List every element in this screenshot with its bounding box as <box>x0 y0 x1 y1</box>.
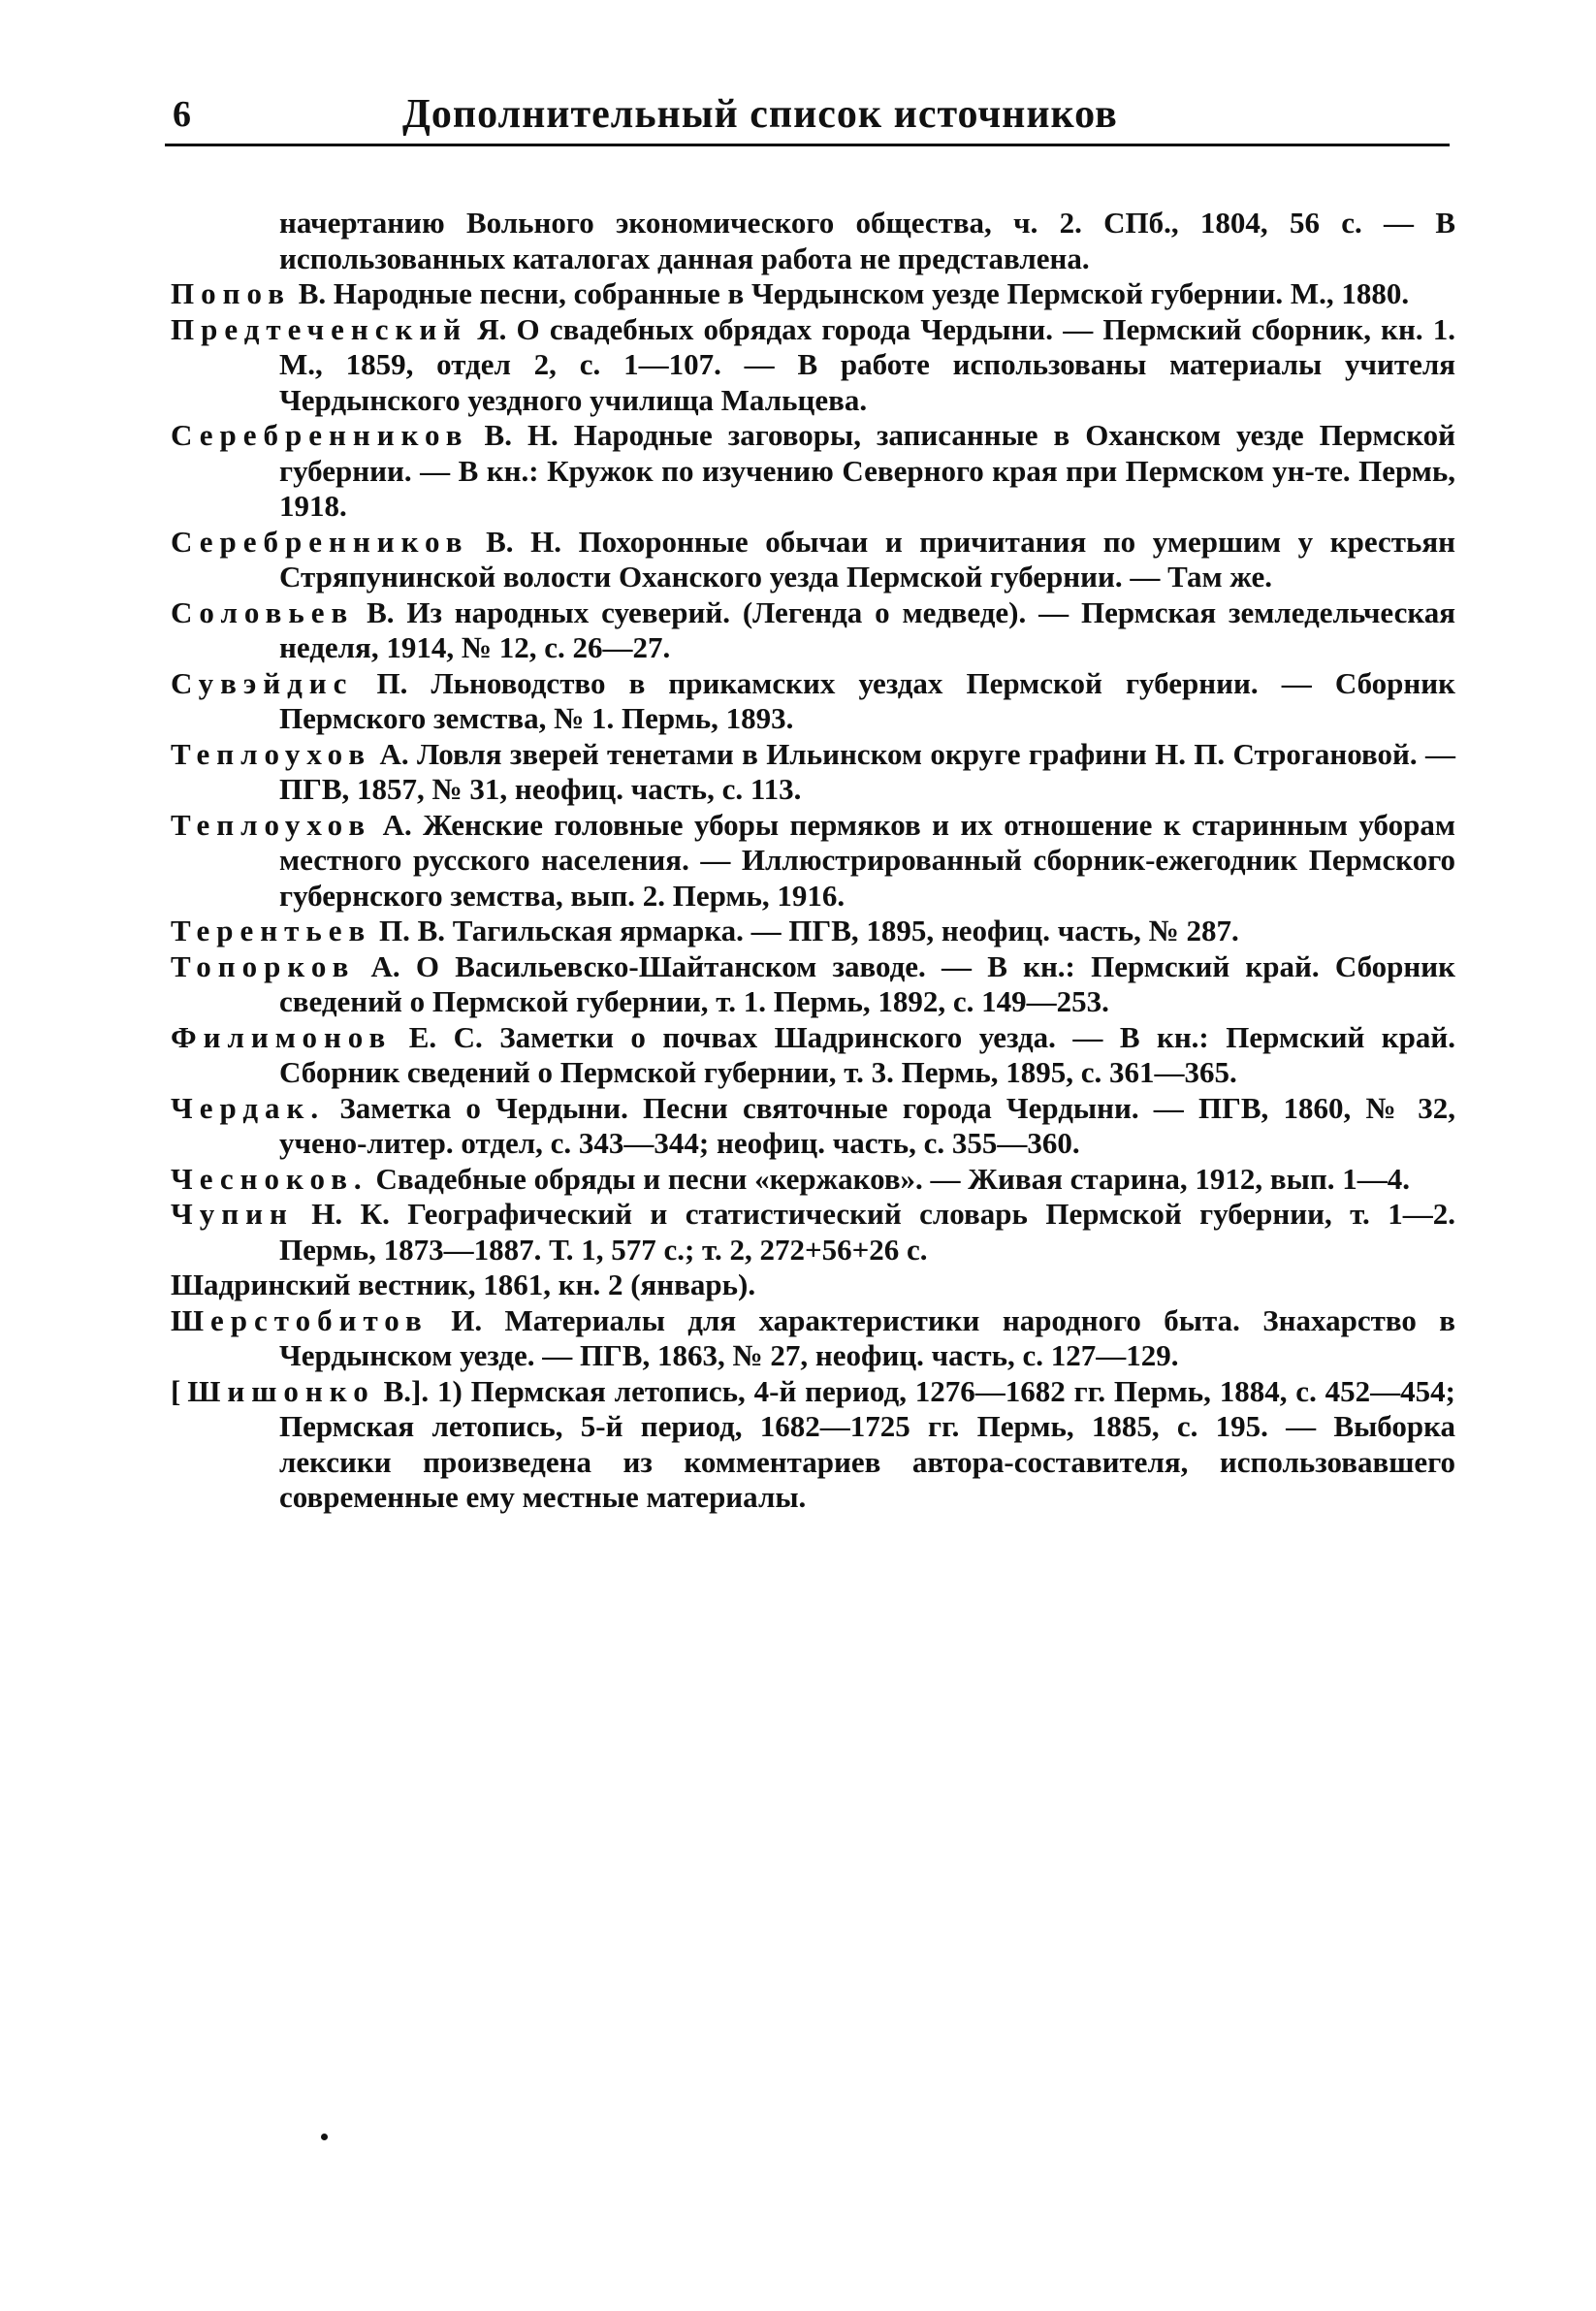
header-rule <box>165 144 1450 146</box>
entry-author: Теплоухов <box>171 736 372 771</box>
print-speck <box>321 2134 328 2140</box>
entry-text: В. Н. Народные заговоры, записанные в Оханском уезде Пермской губернии. — В кн.: Кружок по изучению Северного края при Пермском ун-те. Пермь, 1918. <box>279 418 1456 523</box>
entry-text: А. Ловля зверей тенетами в Ильинском округе графини Н. П. Строгановой. — ПГВ, 1857, № 31, неофиц. часть, с. 113. <box>279 736 1455 806</box>
bibliography-entry <box>171 914 1455 949</box>
entry-author: Серебренников <box>171 524 469 559</box>
entry-text: Шадринский вестник, 1861, кн. 2 (январь). <box>171 1268 756 1301</box>
page-number: 6 <box>173 94 191 135</box>
entry-author: Шерстобитов <box>171 1302 429 1337</box>
bibliography-entry <box>171 808 1455 915</box>
entry-author: Топорков <box>171 948 356 983</box>
bibliography-entry <box>171 1303 1455 1374</box>
entry-author: Чупин <box>171 1197 294 1231</box>
entry-text: Я. О свадебных обрядах города Чердыни. — Пермский сборник, кн. 1. М., 1859, отдел 2, с. 1—107. — В работе использованы материалы учителя Чердынского уездного училища Мальцева. <box>279 311 1455 417</box>
bibliography-entry <box>171 206 1455 276</box>
entry-text: Заметка о Чердыни. Песни святочные города Чердыни. — ПГВ, 1860, № 32, учено-литер. отдел, с. 343—344; неофиц. часть, с. 355—360. <box>279 1090 1456 1160</box>
entry-text: А. Женские головные уборы пермяков и их отношение к старинным уборам местного русского населения. — Иллюстрированный сборник-ежегодник Пермского губернского земства, вып. 2. Пермь, 1916. <box>279 807 1456 913</box>
bibliography-entry <box>171 1374 1455 1516</box>
entry-text: В.]. 1) Пермская летопись, 4-й период, 1276—1682 гг. Пермь, 1884, с. 452—454; Пермская летопись, 5-й период, 1682—1725 гг. Пермь, 1885, с. 195. — Выборка лексики произведена из комментариев автора-составителя, использовавшего современные ему местные материалы. <box>279 1373 1456 1514</box>
entry-author: Серебренников <box>171 418 469 452</box>
bibliography-entry <box>171 666 1455 737</box>
bibliography-entry <box>171 1162 1455 1198</box>
bibliography-entry <box>171 1020 1455 1091</box>
entry-author: Терентьев <box>171 914 372 947</box>
entry-text: И. Материалы для характеристики народного быта. Знахарство в Чердынском уезде. — ПГВ, 1863, № 27, неофиц. часть, с. 127—129. <box>279 1302 1456 1372</box>
entry-author: Предтеченский <box>171 311 468 346</box>
entry-author: Филимонов <box>171 1019 393 1054</box>
bibliography-entry <box>171 737 1455 808</box>
bibliography-entry <box>171 949 1455 1020</box>
entry-author: Попов <box>171 276 291 310</box>
entry-author: Чердак. <box>171 1090 326 1125</box>
bibliography-entry <box>171 276 1455 312</box>
entry-text: В. Народные песни, собранные в Чердынском уезде Пермской губернии. М., 1880. <box>298 276 1410 310</box>
bibliography-entry <box>171 1197 1455 1268</box>
bibliography-entry <box>171 312 1455 419</box>
entry-text: В. Н. Похоронные обычаи и причитания по умершим у крестьян Стряпунинской волости Оханского уезда Пермской губернии. — Там же. <box>279 524 1456 594</box>
bibliography-entry <box>171 418 1455 525</box>
bibliography-entry <box>171 525 1455 595</box>
page-header <box>165 85 1464 153</box>
entry-text: П. В. Тагильская ярмарка. — ПГВ, 1895, неофиц. часть, № 287. <box>379 914 1239 947</box>
bibliography-entry <box>171 1091 1455 1162</box>
entry-text: Е. С. Заметки о почвах Шадринского уезда. — В кн.: Пермский край. Сборник сведений о Пермской губернии, т. 3. Пермь, 1895, с. 361—365. <box>279 1019 1455 1089</box>
bibliography-entry <box>171 595 1455 666</box>
bibliography-list <box>171 206 1455 1516</box>
entry-text: А. О Васильевско-Шайтанском заводе. — В кн.: Пермский край. Сборник сведений о Пермской губернии, т. 1. Пермь, 1892, с. 149—253. <box>279 948 1455 1018</box>
entry-text: Свадебные обряды и песни «кержаков». — Живая старина, 1912, вып. 1—4. <box>375 1161 1410 1196</box>
bibliography-entry <box>171 1268 1455 1303</box>
entry-text: П. Льноводство в прикамских уездах Пермской губернии. — Сборник Пермского земства, № 1. Пермь, 1893. <box>279 665 1455 735</box>
entry-author: Чесноков. <box>171 1161 368 1196</box>
entry-author: Соловьев <box>171 594 355 629</box>
entry-text: В. Из народных суеверий. (Легенда о медведе). — Пермская земледельческая неделя, 1914, № 12, с. 26—27. <box>279 594 1455 664</box>
entry-text: начертанию Вольного экономического общества, ч. 2. СПб., 1804, 56 с. — В использованных каталогах данная работа не представлена. <box>279 206 1455 275</box>
running-title: Дополнительный список источников <box>402 92 1118 137</box>
entry-author: Теплоухов <box>171 807 372 842</box>
entry-text: Н. К. Географический и статистический словарь Пермской губернии, т. 1—2. Пермь, 1873—1887. Т. 1, 577 с.; т. 2, 272+56+26 с. <box>279 1197 1455 1267</box>
entry-author: Сувэйдис <box>171 665 354 700</box>
entry-author: [Шишонко <box>171 1373 375 1408</box>
